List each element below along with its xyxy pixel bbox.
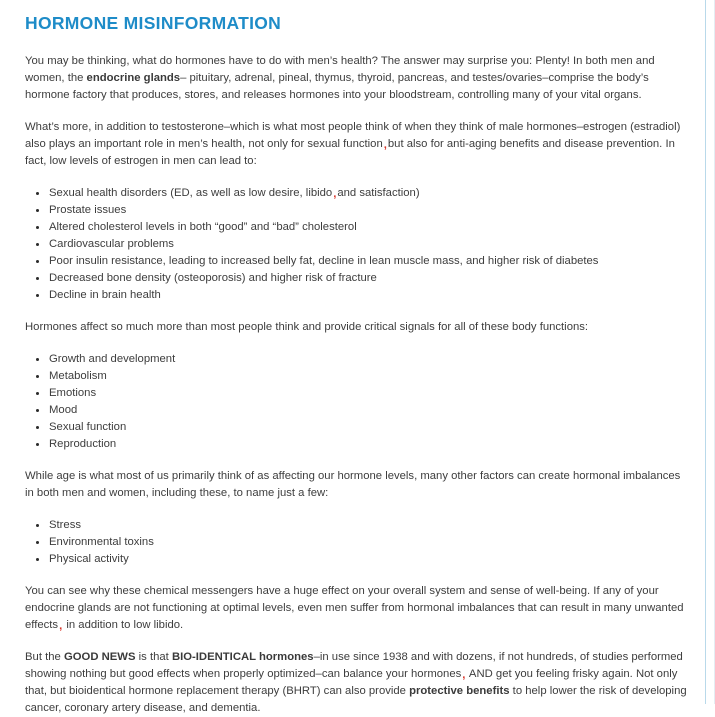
text-run: AND get you feeling frisky again. Not only that, but bioidentical hormone replacement therapy (BHRT) can also provide <box>25 668 678 697</box>
estrogen-paragraph <box>25 119 690 170</box>
text-run: You may be thinking, what do hormones have to do with men’s health? The answer may surprise you: Plenty! In both men and women, the <box>25 55 655 84</box>
bold-text-endocrine-glands: endocrine glands <box>86 72 181 84</box>
text-run: to help lower the risk of developing cancer, coronary artery disease, and dementia. <box>25 685 687 714</box>
list-item: • Decreased bone density (osteoporosis) and higher risk of fracture <box>48 270 690 287</box>
list-item: • Emotions <box>48 385 690 402</box>
list-item: • Cardiovascular problems <box>48 236 690 253</box>
list-item: • Altered cholesterol levels in both “good” and “bad” cholesterol <box>48 219 690 236</box>
text-run: –in use since 1938 and with dozens, if not hundreds, of studies performed showing nothing but good effects when properly optimized–can balance your hormones <box>25 651 683 680</box>
body-functions-paragraph: Hormones affect so much more than most people think and provide critical signals for all of these body functions: <box>25 321 589 333</box>
text-run: But the <box>25 651 64 663</box>
list-item: • Stress <box>48 517 690 534</box>
bold-text-protective-benefits: protective benefits <box>409 685 510 697</box>
list-item: • Reproduction <box>48 436 690 453</box>
bold-text-good-news: GOOD NEWS <box>63 651 136 663</box>
chemical-messengers-paragraph <box>25 583 690 634</box>
low-estrogen-effects-list <box>25 185 690 304</box>
list-item: • Environmental toxins <box>48 534 690 551</box>
container-right-border <box>705 0 706 704</box>
text-run: What’s more, in addition to testosterone–which is what most people think of when they think of male hormones–estrogen (estradiol) also plays an important role in men’s health, not only for sexual function <box>25 121 681 150</box>
body-functions-list <box>25 351 690 453</box>
text-run: You can see why these chemical messengers have a huge effect on your overall system and sense of well-being. If any of your endocrine glands are not functioning at optimal levels, even men suffer from hormonal imbalances that can result in many unwanted effects <box>25 585 684 631</box>
text-run: is that <box>135 651 172 663</box>
list-item: • Physical activity <box>48 551 690 568</box>
inserted-comma-annotation: , <box>383 139 387 151</box>
text-run: and satisfaction) <box>337 187 420 199</box>
list-item: • Prostate issues <box>48 202 690 219</box>
imbalance-factors-paragraph: While age is what most of us primarily think of as affecting our hormone levels, many other factors can create hormonal imbalances in both men and women, including these, to name just a few: <box>25 470 681 499</box>
text-run: in addition to low libido. <box>63 619 184 631</box>
list-item: • Decline in brain health <box>48 287 690 304</box>
imbalance-factors-list <box>25 517 690 568</box>
text-run: Sexual health disorders (ED, as well as low desire, libido <box>49 187 333 199</box>
bold-text-bio-identical-hormones: BIO-IDENTICAL hormones <box>171 651 314 663</box>
intro-paragraph <box>25 53 690 104</box>
list-item: • Mood <box>48 402 690 419</box>
list-item <box>48 185 690 202</box>
good-news-paragraph <box>25 649 690 717</box>
inserted-comma-annotation: , <box>462 669 466 681</box>
page-title: HORMONE MISINFORMATION <box>25 13 282 33</box>
text-run: – pituitary, adrenal, pineal, thymus, thyroid, pancreas, and testes/ovaries–comprise the body’s hormone factory that produces, stores, and releases hormones into your bloodstream, controlling many of your vital organs. <box>25 72 649 101</box>
list-item: • Growth and development <box>48 351 690 368</box>
list-item: • Metabolism <box>48 368 690 385</box>
list-item: • Poor insulin resistance, leading to increased belly fat, decline in lean muscle mass, and higher risk of diabetes <box>48 253 690 270</box>
inserted-comma-annotation: , <box>333 188 337 200</box>
inserted-comma-annotation: , <box>59 620 63 632</box>
list-item: • Sexual function <box>48 419 690 436</box>
text-run: but also for anti-aging benefits and disease prevention. In fact, low levels of estrogen in men can lead to: <box>25 138 675 167</box>
